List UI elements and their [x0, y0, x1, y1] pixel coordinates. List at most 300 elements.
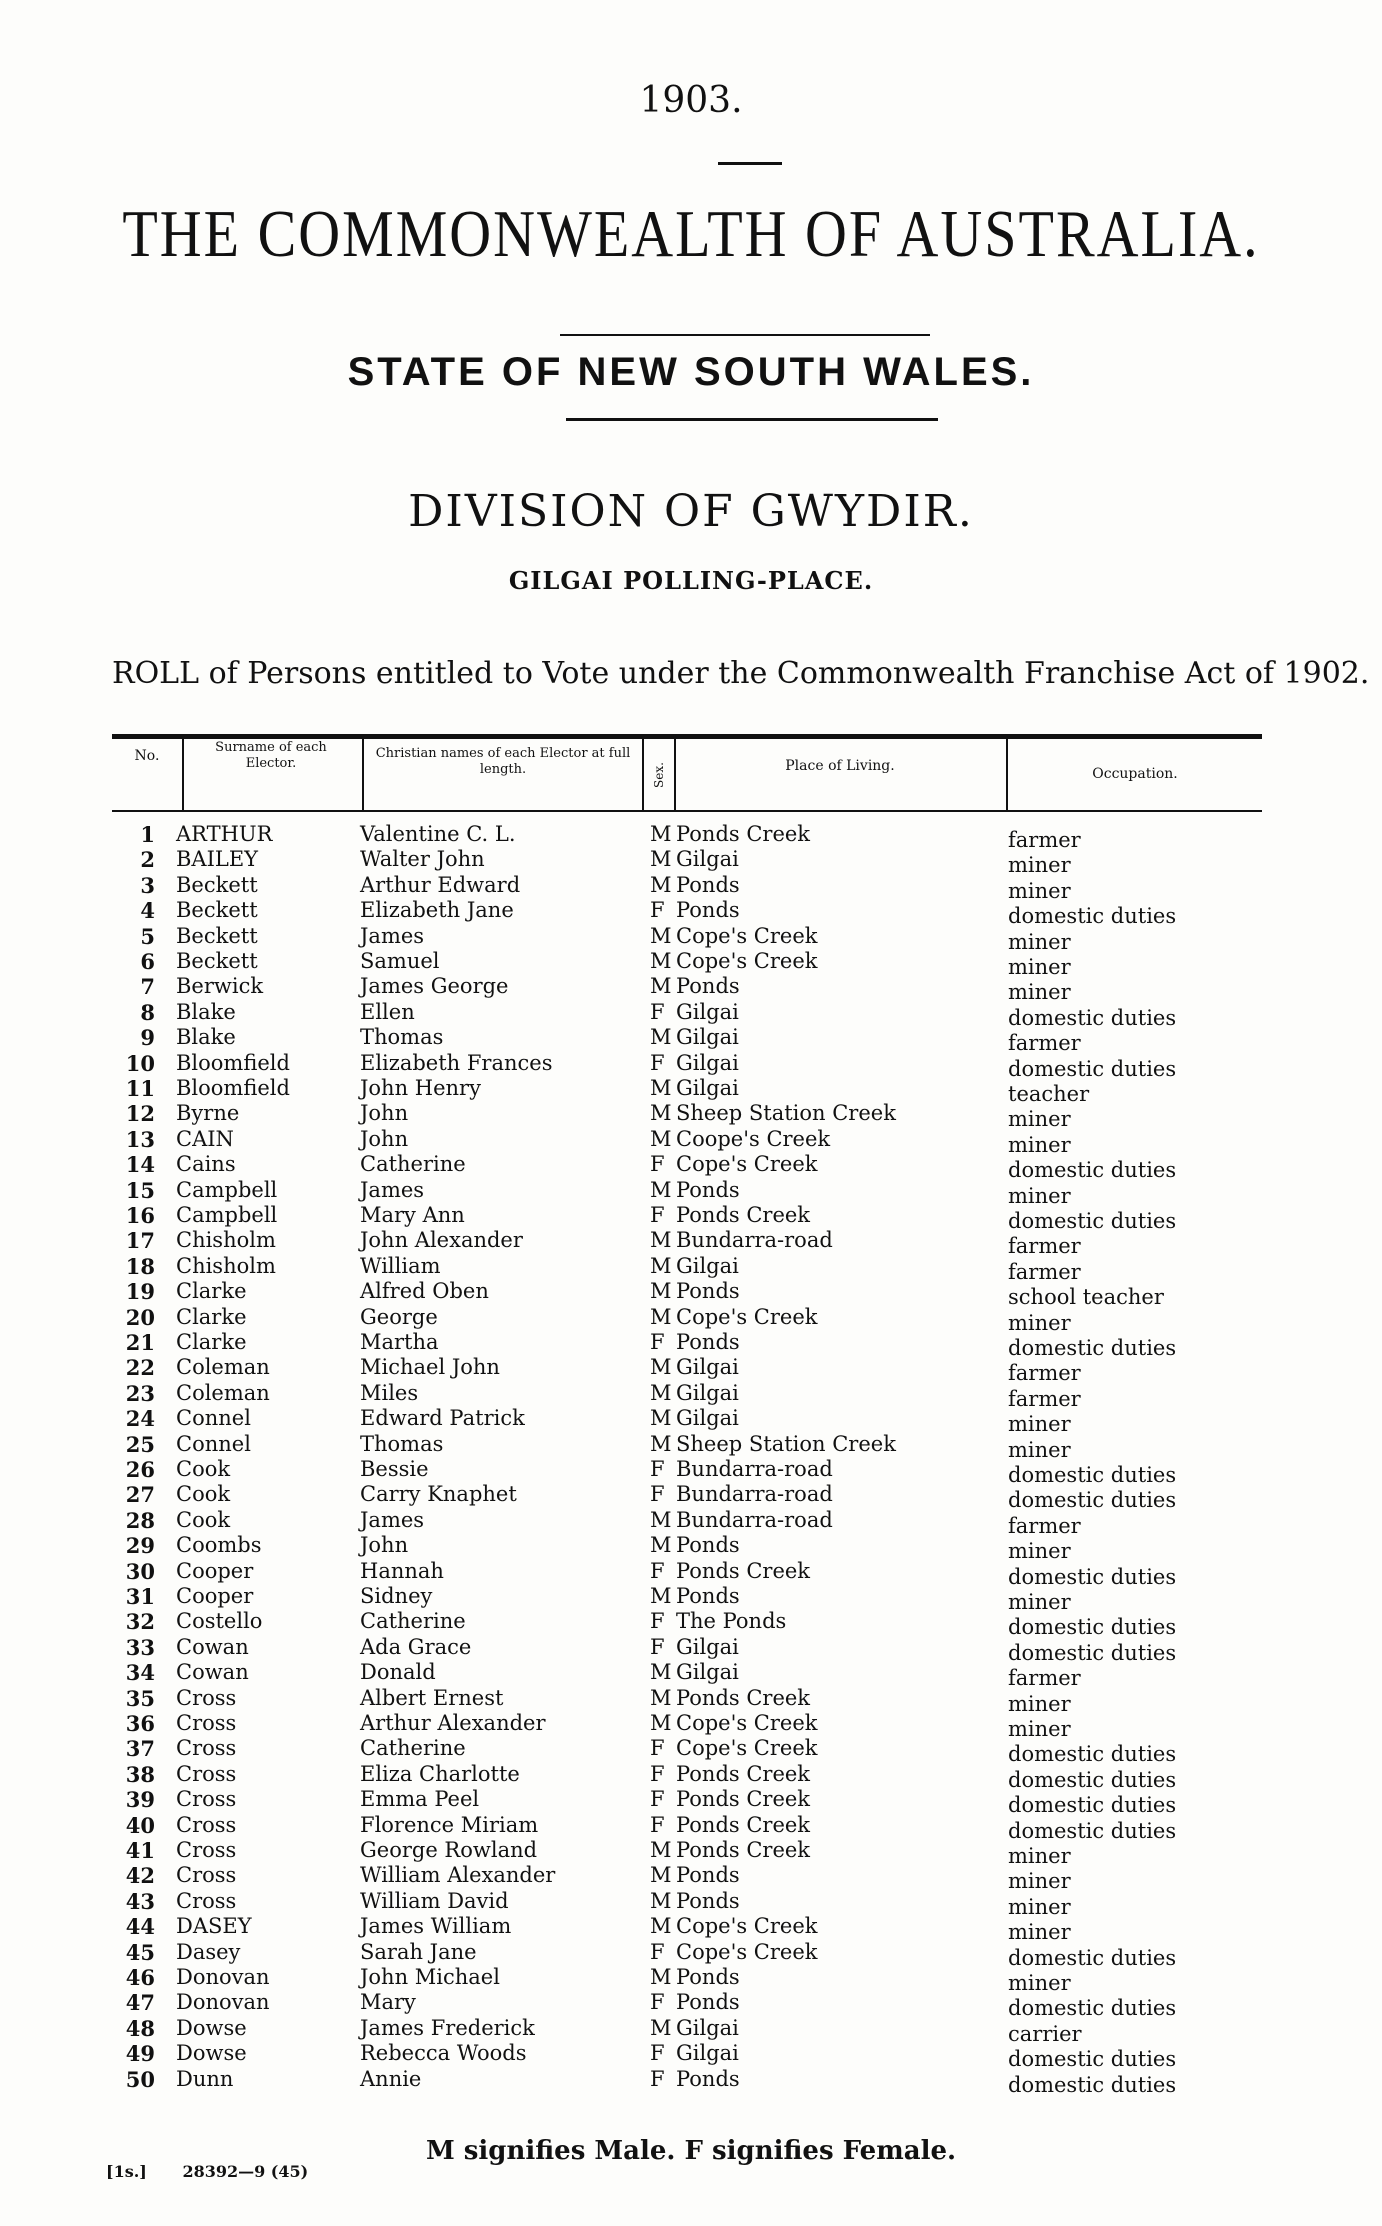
elector-place: Gilgai	[676, 1050, 739, 1075]
elector-number: 11	[125, 1076, 155, 1101]
elector-christian-names: John	[360, 1126, 409, 1151]
table-row	[0, 1457, 1382, 1487]
table-row	[0, 1634, 1382, 1665]
elector-surname: Chisholm	[176, 1253, 276, 1278]
elector-surname: Beckett	[176, 949, 258, 973]
elector-surname: Cowan	[176, 1634, 249, 1659]
elector-occupation: domestic duties	[1008, 2072, 1177, 2097]
elector-sex: M	[650, 1888, 672, 1913]
elector-occupation: farmer	[1008, 1386, 1081, 1411]
elector-christian-names: John Michael	[360, 1965, 500, 1989]
column-divider	[674, 738, 676, 810]
elector-place: Ponds	[676, 2066, 740, 2091]
division-heading: DIVISION OF GWYDIR.	[408, 486, 974, 537]
elector-place: Gilgai	[676, 1380, 739, 1405]
elector-number: 20	[125, 1304, 155, 1330]
elector-number: 22	[125, 1355, 155, 1381]
elector-surname: Dunn	[176, 2066, 234, 2091]
elector-surname: Cook	[176, 1507, 231, 1532]
elector-number: 46	[125, 1965, 155, 1990]
elector-number: 18	[125, 1253, 155, 1279]
divider	[718, 162, 782, 165]
elector-place: Cope's Creek	[676, 1939, 818, 1964]
table-row	[0, 1126, 1382, 1157]
table-row	[0, 1482, 1382, 1513]
elector-sex: F	[650, 1203, 665, 1227]
elector-place: Gilgai	[676, 1253, 739, 1278]
elector-sex: M	[650, 1380, 672, 1405]
elector-surname: Donovan	[176, 1990, 270, 2015]
elector-surname: Cowan	[176, 1660, 249, 1685]
elector-place: Ponds	[676, 1990, 740, 2015]
elector-place: Gilgai	[676, 1660, 739, 1685]
elector-occupation: domestic duties	[1008, 1209, 1177, 1233]
elector-surname: Chisholm	[176, 1228, 276, 1253]
elector-christian-names: Edward Patrick	[360, 1406, 525, 1431]
table-row	[0, 1330, 1382, 1360]
column-header-christian: Christian names of each Elector at full length.	[375, 746, 631, 777]
elector-number: 38	[125, 1761, 155, 1787]
elector-occupation: miner	[1008, 1717, 1071, 1741]
elector-occupation: domestic duties	[1008, 1158, 1177, 1183]
elector-place: Ponds	[676, 974, 740, 999]
elector-place: Ponds Creek	[676, 822, 811, 846]
elector-surname: Cross	[176, 1711, 237, 1735]
elector-sex: F	[650, 1609, 665, 1634]
elector-sex: F	[650, 1558, 665, 1583]
table-row	[0, 1787, 1382, 1818]
elector-sex: M	[650, 1228, 672, 1253]
elector-sex: M	[650, 974, 672, 999]
elector-surname: CAIN	[176, 1126, 234, 1151]
elector-sex: F	[650, 1787, 665, 1812]
elector-number: 13	[125, 1126, 155, 1152]
table-row	[0, 847, 1382, 878]
elector-christian-names: James	[360, 923, 425, 948]
elector-sex: M	[650, 872, 672, 897]
elector-number: 30	[125, 1558, 155, 1584]
elector-surname: Cooper	[176, 1558, 254, 1583]
elector-place: Ponds Creek	[676, 1838, 811, 1862]
table-row	[0, 1380, 1382, 1411]
elector-sex: M	[650, 1126, 672, 1151]
elector-number: 45	[125, 1939, 155, 1965]
elector-surname: Connel	[176, 1431, 251, 1456]
elector-place: The Ponds	[676, 1609, 787, 1634]
elector-place: Ponds	[676, 1965, 740, 1989]
table-row	[0, 974, 1382, 1005]
elector-occupation: farmer	[1008, 1361, 1081, 1386]
elector-surname: DASEY	[176, 1914, 252, 1939]
elector-occupation: miner	[1008, 1437, 1071, 1462]
elector-sex: M	[650, 1076, 672, 1100]
elector-surname: Coleman	[176, 1380, 270, 1405]
elector-christian-names: Hannah	[360, 1558, 444, 1583]
elector-occupation: miner	[1008, 1894, 1071, 1919]
column-header-occupation: Occupation.	[1092, 766, 1178, 782]
table-row	[0, 1863, 1382, 1894]
elector-place: Bundarra-road	[676, 1482, 833, 1507]
elector-christian-names: Mary	[360, 1990, 416, 2015]
elector-number: 35	[125, 1685, 155, 1711]
elector-number: 40	[125, 1812, 155, 1838]
elector-christian-names: William	[360, 1253, 441, 1278]
table-row	[0, 1761, 1382, 1792]
elector-christian-names: James Frederick	[360, 2015, 535, 2040]
elector-place: Ponds	[676, 1533, 740, 1558]
elector-christian-names: Mary Ann	[360, 1203, 465, 1227]
elector-occupation: farmer	[1008, 1513, 1081, 1538]
elector-christian-names: John	[360, 1101, 409, 1126]
table-row	[0, 1507, 1382, 1538]
elector-occupation: domestic duties	[1008, 1488, 1177, 1513]
elector-place: Ponds Creek	[676, 1787, 811, 1812]
elector-place: Ponds	[676, 872, 740, 897]
elector-sex: F	[650, 1736, 665, 1761]
elector-sex: F	[650, 898, 665, 923]
elector-christian-names: William Alexander	[360, 1863, 556, 1888]
elector-surname: Campbell	[176, 1177, 278, 1202]
elector-christian-names: James William	[360, 1914, 512, 1939]
elector-surname: Cook	[176, 1457, 231, 1481]
table-row	[0, 1812, 1382, 1843]
table-row	[0, 1101, 1382, 1132]
table-row	[0, 1152, 1382, 1183]
table-row	[0, 1685, 1382, 1716]
elector-occupation: domestic duties	[1008, 1336, 1177, 1360]
elector-number: 44	[125, 1914, 155, 1940]
elector-occupation: miner	[1008, 1869, 1071, 1894]
elector-number: 37	[125, 1736, 155, 1762]
elector-place: Gilgai	[676, 2015, 739, 2040]
elector-number: 9	[140, 1025, 155, 1051]
elector-christian-names: Thomas	[360, 1025, 444, 1050]
elector-occupation: domestic duties	[1008, 1463, 1177, 1487]
elector-place: Ponds	[676, 1177, 740, 1202]
elector-place: Ponds	[676, 1888, 740, 1913]
elector-place: Gilgai	[676, 999, 739, 1024]
elector-surname: Cross	[176, 1787, 237, 1812]
elector-occupation: miner	[1008, 980, 1071, 1005]
elector-occupation: miner	[1008, 955, 1071, 979]
elector-christian-names: George Rowland	[360, 1838, 538, 1862]
elector-number: 36	[125, 1711, 155, 1736]
table-row	[0, 1609, 1382, 1640]
elector-number: 7	[140, 974, 155, 1000]
elector-christian-names: Emma Peel	[360, 1787, 480, 1812]
table-row	[0, 1838, 1382, 1868]
elector-christian-names: Arthur Edward	[360, 872, 521, 897]
elector-place: Cope's Creek	[676, 1152, 818, 1177]
elector-place: Gilgai	[676, 1406, 739, 1431]
table-row	[0, 2066, 1382, 2097]
table-row	[0, 1355, 1382, 1386]
elector-surname: Cook	[176, 1482, 231, 1507]
elector-number: 39	[125, 1787, 155, 1813]
elector-occupation: miner	[1008, 853, 1071, 878]
elector-christian-names: Annie	[360, 2066, 422, 2091]
elector-sex: M	[650, 1711, 672, 1735]
elector-occupation: domestic duties	[1008, 1615, 1177, 1640]
elector-place: Cope's Creek	[676, 949, 818, 973]
elector-place: Ponds Creek	[676, 1203, 811, 1227]
elector-number: 15	[125, 1177, 155, 1203]
elector-sex: M	[650, 1177, 672, 1202]
table-row	[0, 1177, 1382, 1208]
table-row	[0, 1533, 1382, 1564]
elector-number: 12	[125, 1101, 155, 1127]
table-row	[0, 1711, 1382, 1741]
table-row	[0, 1990, 1382, 2021]
elector-occupation: teacher	[1008, 1082, 1090, 1106]
column-header-sex: Sex.	[651, 762, 666, 788]
table-row	[0, 822, 1382, 852]
table-row	[0, 1304, 1382, 1335]
elector-place: Bundarra-road	[676, 1457, 833, 1481]
elector-christian-names: James	[360, 1507, 425, 1532]
elector-place: Ponds	[676, 898, 740, 923]
column-divider	[642, 738, 644, 810]
elector-sex: F	[650, 1457, 665, 1481]
elector-place: Ponds Creek	[676, 1761, 811, 1786]
elector-occupation: miner	[1008, 1310, 1071, 1335]
table-row	[0, 1076, 1382, 1106]
elector-surname: Dowse	[176, 2015, 247, 2040]
elector-christian-names: John Henry	[360, 1076, 481, 1100]
elector-christian-names: Catherine	[360, 1609, 466, 1634]
elector-number: 34	[125, 1660, 155, 1686]
elector-christian-names: James	[360, 1177, 425, 1202]
elector-place: Gilgai	[676, 847, 739, 872]
elector-occupation: farmer	[1008, 1234, 1081, 1259]
elector-christian-names: William David	[360, 1888, 509, 1913]
elector-surname: Bloomfield	[176, 1050, 290, 1075]
elector-occupation: domestic duties	[1008, 1818, 1177, 1843]
elector-number: 29	[125, 1533, 155, 1559]
elector-christian-names: Thomas	[360, 1431, 444, 1456]
elector-occupation: miner	[1008, 1539, 1071, 1564]
elector-surname: Dowse	[176, 2041, 247, 2066]
column-header-place: Place of Living.	[785, 758, 895, 774]
elector-sex: M	[650, 1507, 672, 1532]
elector-surname: Costello	[176, 1609, 263, 1634]
elector-number: 26	[125, 1457, 155, 1482]
elector-christian-names: Eliza Charlotte	[360, 1761, 520, 1786]
elector-number: 17	[125, 1228, 155, 1254]
elector-surname: Blake	[176, 999, 236, 1024]
elector-sex: F	[650, 1152, 665, 1177]
elector-number: 31	[125, 1584, 155, 1609]
elector-sex: M	[650, 923, 672, 948]
table-row	[0, 1431, 1382, 1462]
column-header-no: No.	[134, 748, 160, 764]
elector-number: 8	[140, 999, 155, 1025]
elector-christian-names: Florence Miriam	[360, 1812, 539, 1837]
elector-surname: Coombs	[176, 1533, 262, 1558]
elector-occupation: domestic duties	[1008, 1945, 1177, 1970]
elector-christian-names: Ellen	[360, 999, 415, 1024]
elector-number: 49	[125, 2041, 155, 2067]
elector-surname: ARTHUR	[176, 822, 273, 846]
elector-number: 42	[125, 1863, 155, 1889]
elector-surname: Clarke	[176, 1279, 247, 1304]
elector-sex: M	[650, 822, 672, 846]
table-top-rule	[112, 734, 1262, 739]
elector-surname: Beckett	[176, 923, 258, 948]
elector-place: Bundarra-road	[676, 1507, 833, 1532]
elector-number: 4	[140, 898, 155, 924]
elector-occupation: farmer	[1008, 1031, 1081, 1056]
elector-sex: F	[650, 999, 665, 1024]
elector-place: Ponds	[676, 1279, 740, 1304]
elector-number: 24	[125, 1406, 155, 1432]
state-heading: STATE OF NEW SOUTH WALES.	[347, 350, 1035, 394]
table-row	[0, 898, 1382, 929]
elector-place: Bundarra-road	[676, 1228, 833, 1253]
elector-occupation: farmer	[1008, 828, 1081, 852]
elector-sex: M	[650, 949, 672, 973]
elector-place: Cope's Creek	[676, 923, 818, 948]
elector-occupation: school teacher	[1008, 1285, 1164, 1310]
elector-surname: Cross	[176, 1838, 237, 1862]
elector-place: Sheep Station Creek	[676, 1431, 896, 1456]
elector-number: 50	[125, 2066, 155, 2092]
elector-number: 5	[140, 923, 155, 949]
elector-christian-names: Walter John	[360, 847, 485, 872]
elector-surname: BAILEY	[176, 847, 259, 872]
elector-christian-names: James George	[360, 974, 509, 999]
elector-christian-names: Albert Ernest	[360, 1685, 504, 1710]
elector-surname: Beckett	[176, 898, 258, 923]
column-header-surname: Surname of each Elector.	[215, 740, 327, 771]
elector-sex: M	[650, 1253, 672, 1278]
elector-surname: Cross	[176, 1863, 237, 1888]
table-row	[0, 872, 1382, 903]
elector-number: 27	[125, 1482, 155, 1508]
elector-sex: M	[650, 2015, 672, 2040]
elector-number: 6	[140, 949, 155, 974]
divider	[560, 334, 930, 336]
elector-occupation: farmer	[1008, 1259, 1081, 1284]
elector-surname: Cains	[176, 1152, 236, 1177]
elector-surname: Cross	[176, 1812, 237, 1837]
elector-surname: Blake	[176, 1025, 236, 1050]
elector-number: 47	[125, 1990, 155, 2016]
elector-place: Sheep Station Creek	[676, 1101, 896, 1126]
elector-sex: M	[650, 1685, 672, 1710]
price: [1s.]	[106, 2162, 147, 2181]
elector-christian-names: John Alexander	[360, 1228, 523, 1253]
elector-place: Cope's Creek	[676, 1304, 818, 1329]
elector-sex: M	[650, 1584, 672, 1608]
table-row	[0, 2041, 1382, 2072]
elector-number: 48	[125, 2015, 155, 2041]
elector-sex: M	[650, 1279, 672, 1304]
elector-occupation: miner	[1008, 1183, 1071, 1208]
elector-number: 23	[125, 1380, 155, 1406]
elector-number: 10	[125, 1050, 155, 1076]
elector-christian-names: Bessie	[360, 1457, 429, 1481]
elector-place: Cope's Creek	[676, 1914, 818, 1939]
elector-sex: M	[650, 1914, 672, 1939]
table-row	[0, 1914, 1382, 1945]
elector-occupation: miner	[1008, 1132, 1071, 1157]
polling-place-heading: GILGAI POLLING-PLACE.	[508, 566, 874, 595]
elector-christian-names: Alfred Oben	[360, 1279, 489, 1304]
elector-place: Ponds Creek	[676, 1812, 811, 1837]
table-row	[0, 1253, 1382, 1284]
elector-place: Gilgai	[676, 2041, 739, 2066]
elector-surname: Cross	[176, 1685, 237, 1710]
sex-legend: M signifies Male. F signifies Female.	[425, 2136, 957, 2166]
elector-place: Ponds Creek	[676, 1685, 811, 1710]
elector-number: 41	[125, 1838, 155, 1863]
elector-surname: Coleman	[176, 1355, 270, 1380]
elector-number: 14	[125, 1152, 155, 1178]
elector-sex: M	[650, 1660, 672, 1685]
elector-surname: Clarke	[176, 1304, 247, 1329]
elector-sex: M	[650, 1965, 672, 1989]
elector-sex: F	[650, 1812, 665, 1837]
elector-place: Cope's Creek	[676, 1736, 818, 1761]
table-row	[0, 923, 1382, 954]
elector-sex: M	[650, 1406, 672, 1431]
year-heading: 1903.	[639, 80, 743, 121]
elector-occupation: domestic duties	[1008, 1996, 1177, 2021]
elector-occupation: miner	[1008, 1107, 1071, 1132]
elector-occupation: domestic duties	[1008, 1056, 1177, 1081]
table-row	[0, 2015, 1382, 2046]
elector-number: 1	[140, 822, 155, 847]
table-row	[0, 1736, 1382, 1767]
elector-surname: Clarke	[176, 1330, 247, 1354]
elector-christian-names: Elizabeth Jane	[360, 898, 514, 923]
elector-occupation: miner	[1008, 1590, 1071, 1614]
elector-sex: F	[650, 2041, 665, 2066]
elector-christian-names: Arthur Alexander	[360, 1711, 546, 1735]
table-row	[0, 999, 1382, 1030]
elector-occupation: miner	[1008, 1691, 1071, 1716]
elector-number: 43	[125, 1888, 155, 1914]
elector-sex: M	[650, 1355, 672, 1380]
roll-title: ROLL of Persons entitled to Vote under the Commonwealth Franchise Act of 1902.	[112, 656, 1370, 691]
table-row	[0, 1888, 1382, 1919]
elector-place: Cope's Creek	[676, 1711, 818, 1735]
elector-occupation: miner	[1008, 1412, 1071, 1437]
elector-christian-names: Rebecca Woods	[360, 2041, 527, 2066]
table-row	[0, 1584, 1382, 1614]
table-row	[0, 1050, 1382, 1081]
elector-sex: F	[650, 1990, 665, 2015]
elector-surname: Cross	[176, 1736, 237, 1761]
elector-place: Ponds	[676, 1584, 740, 1608]
elector-christian-names: Catherine	[360, 1152, 466, 1177]
elector-place: Gilgai	[676, 1076, 739, 1100]
elector-sex: F	[650, 1482, 665, 1507]
elector-occupation: domestic duties	[1008, 904, 1177, 929]
elector-place: Gilgai	[676, 1355, 739, 1380]
elector-sex: F	[650, 1050, 665, 1075]
elector-occupation: carrier	[1008, 2021, 1082, 2046]
elector-sex: F	[650, 1939, 665, 1964]
elector-sex: M	[650, 1431, 672, 1456]
table-row	[0, 949, 1382, 979]
elector-place: Ponds	[676, 1330, 740, 1354]
elector-christian-names: Elizabeth Frances	[360, 1050, 553, 1075]
elector-surname: Byrne	[176, 1101, 240, 1126]
column-divider	[1006, 738, 1008, 810]
elector-surname: Cross	[176, 1761, 237, 1786]
